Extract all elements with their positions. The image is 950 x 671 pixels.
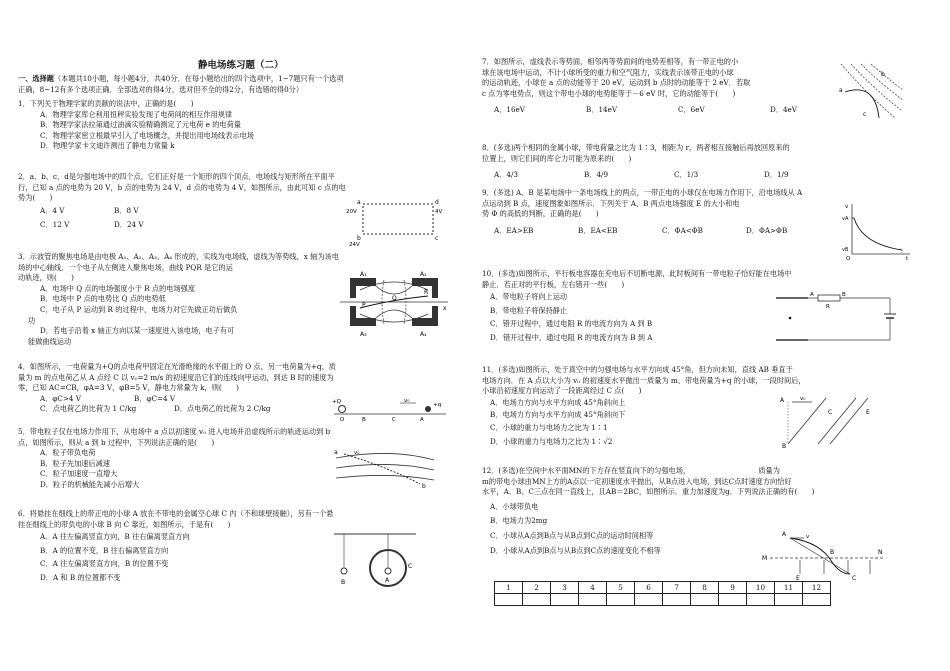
question-7-option-d[interactable]: D．4eV [770,105,797,115]
fig4-label-o: O [340,417,345,422]
fig3-label-p: P [362,302,366,309]
section-note-2: 正确，8~12有多个选项正确．全部选对的得4分，选对但不全的得2分，有选错的得0分） [18,84,304,94]
fig6-label-c: C [408,563,413,570]
question-5-option-d[interactable]: D．粒子的机械能先减小后增大 [40,479,140,489]
question-1-option-d[interactable]: D．物理学家卡文迪许测出了静电力常量 k [40,141,175,151]
section-note-1: （本题共10小题，每小题4分，共40分．在每小题给出的四个选项中，1~7题只有一个选项 [53,74,344,83]
answer-number: 2 [523,582,551,594]
answer-table-input-row [495,594,831,606]
question-3-option-d-cont: 能做曲线运动 [28,336,72,346]
question-10-option-c[interactable]: C．错开过程中，通过电阻 R 的电流方向为 A 到 B [490,319,653,329]
question-11-stem-1: 11．(多选)如图所示，处于真空中的匀强电场与水平方向成 45°角，但方向未知，直线 AB 垂直于 [482,365,793,374]
fig12-label-a: A [782,531,787,538]
fig5-label-b: b [422,483,426,490]
fig7-label-a: a [839,87,843,94]
question-6-option-d[interactable]: D．A 和 B 的位置都不变 [40,572,121,582]
question-12-figure [760,524,890,582]
question-1 [18,99,468,152]
fig4-label-q: +Q [332,399,341,405]
answer-cell[interactable] [523,594,551,606]
answer-cell[interactable] [803,594,831,606]
answer-table [494,581,831,606]
question-1-option-a[interactable]: A．物理学家库仑利用扭秤实验发现了电荷间的相互作用规律 [40,109,233,119]
question-9-stem-3: 势 Φ 的高低的判断，正确的是( ) [482,209,599,219]
question-7-stem-4: c 点为零电势点，则这个带电小球的电势能等于－6 eV 时，它的动能等于( ) [482,88,736,98]
fig6-label-a: A [385,577,390,584]
question-2-stem-2: 行，已知 a 点的电势为 20 V，b 点的电势为 24 V，d 点的电势为 4 V，如图所示，由此可知 c 点的电 [18,182,346,192]
question-2-option-d[interactable]: D．24 V [114,220,144,230]
question-3-figure [340,270,450,338]
answer-number: 8 [691,582,719,594]
fig3-label-a3: A₃ [360,331,367,338]
fig12-label-v: v [806,534,810,540]
question-7 [482,57,832,116]
question-10-option-b[interactable]: B．带电粒子将保持静止 [490,305,568,315]
question-8-stem-2: 位置上，则它们间的库仑力可能为原来的( ) [482,153,632,163]
question-5-option-b[interactable]: B．粒子先加速后减速 [40,458,110,468]
question-6-option-c[interactable]: C．A 往左偏离竖直方向，B 的位置不变 [40,559,169,569]
question-4-option-b[interactable]: B．φC=4 V [134,393,176,403]
fig2-label-20v: 20V [346,209,357,215]
fig11-label-v0: v₀ [800,396,806,402]
question-10-option-d[interactable]: D．错开过程中，通过电阻 R 的电流方向为 B 到 A [490,332,653,342]
question-3-option-c[interactable]: C．电子从 P 运动到 R 的过程中，电场力对它先做正功后做负 [40,304,238,314]
question-11-stem-2: 电场方向．在 A 点以大小为 v₀ 的初速度水平抛出一质量为 m、带电荷量为+q 的小球，一段时间后， [482,375,806,385]
question-12-stem-3: 水平，A、B、C三点在同一直线上，且AB＝2BC，如图所示．重力加速度为g．下列说法正确的有( ) [482,487,815,497]
question-4-stem-1: 4．如图所示，一电荷量为+Q的点电荷甲固定在光滑绝缘的水平面上的 O 点，另一电荷量为+q、质 [18,362,336,371]
question-5-option-a[interactable]: A．粒子带负电荷 [40,448,96,458]
answer-number: 4 [579,582,607,594]
question-6-stem-2: 挂在细线上的带负电的小球 B 向 C 靠近，如图所示，于是有( ) [18,519,231,529]
fig11-label-a: A [780,397,785,404]
fig3-label-a2: A₂ [420,271,427,278]
question-2-option-a[interactable]: A．4 V [40,205,65,215]
question-11-figure [778,392,878,448]
answer-table-header-row [495,582,831,594]
fig12-label-b: B [830,549,835,556]
answer-number: 12 [803,582,831,594]
question-8-option-c[interactable]: C．1/3 [674,170,699,180]
question-5-stem-2: 点，如图所示，则从 a 到 b 过程中，下列说法正确的是( ) [18,437,215,447]
fig2-label-c: c [435,235,439,242]
fig12-label-e: E [796,575,800,582]
question-11-option-c[interactable]: C．小球的重力与电场力之比为 1∶1 [490,422,608,432]
answer-number: 5 [607,582,635,594]
question-6-figure [330,530,420,592]
fig4-label-q-small: +q [433,402,442,408]
fig10-label-a: A [810,292,814,298]
question-7-option-a[interactable]: A．16eV [494,105,525,115]
question-9-stem-2: 点运动到 B 点，速度图象如图所示．下列关于 A、B 两点电场强度 E 的大小和电 [482,198,740,208]
fig4-label-v0: v₀ [404,398,410,404]
fig11-label-b: B [782,443,787,448]
question-1-stem: 1．下列关于物理学家的贡献的说法中，正确的是( ) [18,99,194,108]
question-7-option-b[interactable]: B．14eV [586,105,618,115]
question-2-stem-1: 2．a、b、c、d是匀强电场中的四个点，它们正好是一个矩形的四个顶点．电场线与矩形所在平面平 [18,172,335,181]
question-5-stem-1: 5．带电粒子仅在电场力作用下，从电场中 a 点以初速度 v₀ 进入电场并沿虚线所示的轨迹运动到 b [18,427,331,436]
question-9-option-a[interactable]: A．EA>EB [494,225,534,235]
question-8-option-a[interactable]: A．4/3 [494,170,518,180]
question-7-option-c[interactable]: C．6eV [678,105,705,115]
answer-number: 10 [747,582,775,594]
question-12-stem-1: 12．(多选)在空间中水平面MN的下方存在竖直向下的匀强电场， 质量为 [482,466,780,475]
fig12-label-m: M [762,555,768,562]
question-11-option-a[interactable]: A．电场力方向与水平方向成 45°角斜向上 [490,397,626,407]
question-7-figure [835,62,905,124]
page-title: 静电场练习题（二） [198,60,284,71]
fig11-label-e: E [866,409,870,416]
answer-number: 6 [635,582,663,594]
question-3-stem-1: 3．示波管的聚焦电场是由电极 A₁、A₂、A₃、A₄ 形成的，实线为电场线，虚线为等势线，x 轴为该电 [18,252,339,261]
answer-cell[interactable] [719,594,747,606]
question-5-figure [330,446,440,490]
answer-cell[interactable] [579,594,607,606]
question-5-option-c[interactable]: C．粒子加速度一直增大 [40,469,118,479]
fig3-label-x: x [443,305,447,312]
question-10-stem-1: 10．(多选)如图所示，平行板电容器在充电后不切断电源，此时板间有一带电粒子恰好能在电场中 [482,269,792,278]
question-12-option-d[interactable]: D．小球从A点到B点与从B点到C点的速度变化不相等 [490,545,661,555]
question-9-stem-1: 9．(多选) A、B 是某电场中一条电场线上的两点，一带正电的小球仅在电场力作用下，沿电场线从 A [482,188,803,197]
question-8-option-b[interactable]: B．4/9 [584,170,609,180]
answer-cell[interactable] [551,594,579,606]
question-2-option-b[interactable]: B．8 V [114,205,139,215]
fig9-label-va: vA [842,216,849,222]
answer-cell[interactable] [775,594,803,606]
question-2-stem-3: 势为( ) [18,193,53,203]
answer-number: 1 [495,582,523,594]
question-9-option-c[interactable]: C．ΦA<ΦB [662,225,703,235]
fig4-label-b: B [362,417,366,422]
question-11-option-d[interactable]: D．小球的重力与电场力之比为 1∶√2 [490,436,613,446]
fig9-label-v: v [845,204,849,210]
section-heading [18,74,468,95]
question-3-stem-2: 场的中心轴线．一个电子从左侧进入聚焦电场，曲线 PQR 是它的运 [18,262,233,272]
fig10-label-b: B [842,292,846,298]
question-1-option-b[interactable]: B．物理学家法拉第通过油滴实验精确测定了元电荷 e 的电荷量 [40,120,241,130]
fig2-label-24v: 24V [349,242,360,246]
fig9-label-t: t [906,256,909,260]
fig12-label-n: N [878,549,883,556]
question-3-option-c-cont: 功 [28,315,36,325]
fig2-label-d: d [435,199,439,206]
fig5-label-a: a [334,449,338,456]
answer-cell[interactable] [495,594,523,606]
question-1-option-c[interactable]: C．物理学家密立根最早引入了电场概念，并提出用电场线表示电场 [40,130,254,140]
question-2-figure [345,196,445,246]
question-4-figure [330,396,450,422]
fig12-label-c: C [852,575,857,582]
question-2-option-c[interactable]: C．12 V [40,220,70,230]
question-11-option-b[interactable]: B．电场力方向与水平方向成 45°角斜向下 [490,410,626,420]
fig6-label-b: B [341,579,346,586]
fig3-label-a1: A₁ [360,271,367,278]
answer-cell[interactable] [691,594,719,606]
section-heading-label: 一、选择题 [18,74,54,83]
answer-number: 9 [719,582,747,594]
question-8-stem-1: 8．(多选)两个相同的金属小球，带电荷量之比为 1∶3，相距为 r，两者相互接触后再放回原来的 [482,143,790,152]
question-3-option-d[interactable]: D．若电子沿着 x 轴正方向以某一速度进入该电场，电子有可 [40,326,235,336]
question-12-option-c[interactable]: C．小球从A点到B点与从B点到C点的运动时间相等 [490,530,654,540]
fig9-label-o: O [846,256,851,260]
answer-number: 7 [663,582,691,594]
question-6-option-a[interactable]: A．A 往左偏离竖直方向，B 往右偏离竖直方向 [40,532,190,542]
question-4-option-d[interactable]: D．点电荷乙的比荷为 2 C/kg [174,404,271,414]
fig7-label-c: c [863,111,867,118]
question-4-option-a[interactable]: A．φC>4 V [40,393,81,403]
fig4-label-c: C [392,417,396,422]
question-4-stem-3: 零，已知 AC=CB，φA=3 V，φB=5 V，静电力常量为 k，则( ) [18,383,239,393]
question-9 [482,188,842,236]
question-10-stem-2: 静止．若正对的平行板，左右错开一些( ) [482,279,625,289]
fig4-label-a: A [420,417,424,422]
fig3-label-q: Q [392,295,397,302]
question-12-stem-2: m的带电小球由MN上方的A点以一定初速度水平抛出，从B点进入电场，到达C点时速度方向恰好 [482,476,792,486]
question-9-figure [842,200,912,260]
fig3-label-r: R [424,289,429,296]
answer-cell[interactable] [635,594,663,606]
question-6-stem-1: 6．将悬挂在细线上的带正电的小球 A 放在不带电的金属空心球 C 内（不和球壁接触），另有一个悬 [18,509,334,518]
question-8 [482,143,937,181]
answer-number: 11 [775,582,803,594]
question-9-option-d[interactable]: D．ΦA>ΦB [746,225,788,235]
fig2-label-b: b [357,235,361,242]
question-3-option-b[interactable]: B．电场中 P 点的电势比 Q 点的电势低 [40,294,166,304]
question-3-option-a[interactable]: A．电场中 Q 点的电场强度小于 R 点的电场强度 [40,283,196,293]
question-7-stem-1: 7．如图所示，虚线表示等势面，相邻两等势面间的电势差相等，有一带正电的小 [482,57,739,66]
question-10-option-a[interactable]: A．带电粒子将向上运动 [490,292,568,302]
question-4-stem-2: 量为 m 的点电荷乙从 A 点经 C 以 v₀=2 m/s 的初速度沿它们的连线向甲运动，到达 B 时的速度为 [18,372,334,382]
answer-number: 3 [551,582,579,594]
question-9-option-b[interactable]: B．EA<EB [578,225,618,235]
fig10-label-r: R [826,304,830,310]
question-3-stem-3: 动轨迹，则( ) [18,273,74,283]
question-8-option-d[interactable]: D．1/9 [764,170,789,180]
question-6-option-b[interactable]: B．A 的位置不变，B 往右偏离竖直方向 [40,545,169,555]
question-12-option-b[interactable]: B．电场力为2mg [490,516,548,526]
fig5-label-v0: v₀ [354,450,360,456]
fig3-label-a4: A₄ [420,331,427,338]
fig2-label-4v: 4V [435,209,443,215]
question-4-option-c[interactable]: C．点电荷乙的比荷为 1 C/kg [40,404,137,414]
question-12-option-a[interactable]: A．小球带负电 [490,501,539,511]
fig2-label-a: a [357,199,361,206]
question-10-figure [770,290,900,346]
fig9-label-vb: vB [842,247,849,253]
answer-cell[interactable] [607,594,635,606]
question-7-stem-3: 的运动轨迹，小球在 a 点的动能等于 20 eV，运动到 b 点时的动能等于 2 eV．若取 [482,78,751,88]
question-11-stem-3: 小球沿初速度方向运动了一段距离经过 C 点( ) [482,386,642,396]
fig11-label-c: C [828,409,833,416]
fig7-label-b: b [881,71,885,78]
question-7-stem-2: 球在该电场中运动，不计小球所受的重力和空气阻力，实线表示该带正电的小球 [482,67,734,77]
answer-cell[interactable] [663,594,691,606]
answer-cell[interactable] [747,594,775,606]
